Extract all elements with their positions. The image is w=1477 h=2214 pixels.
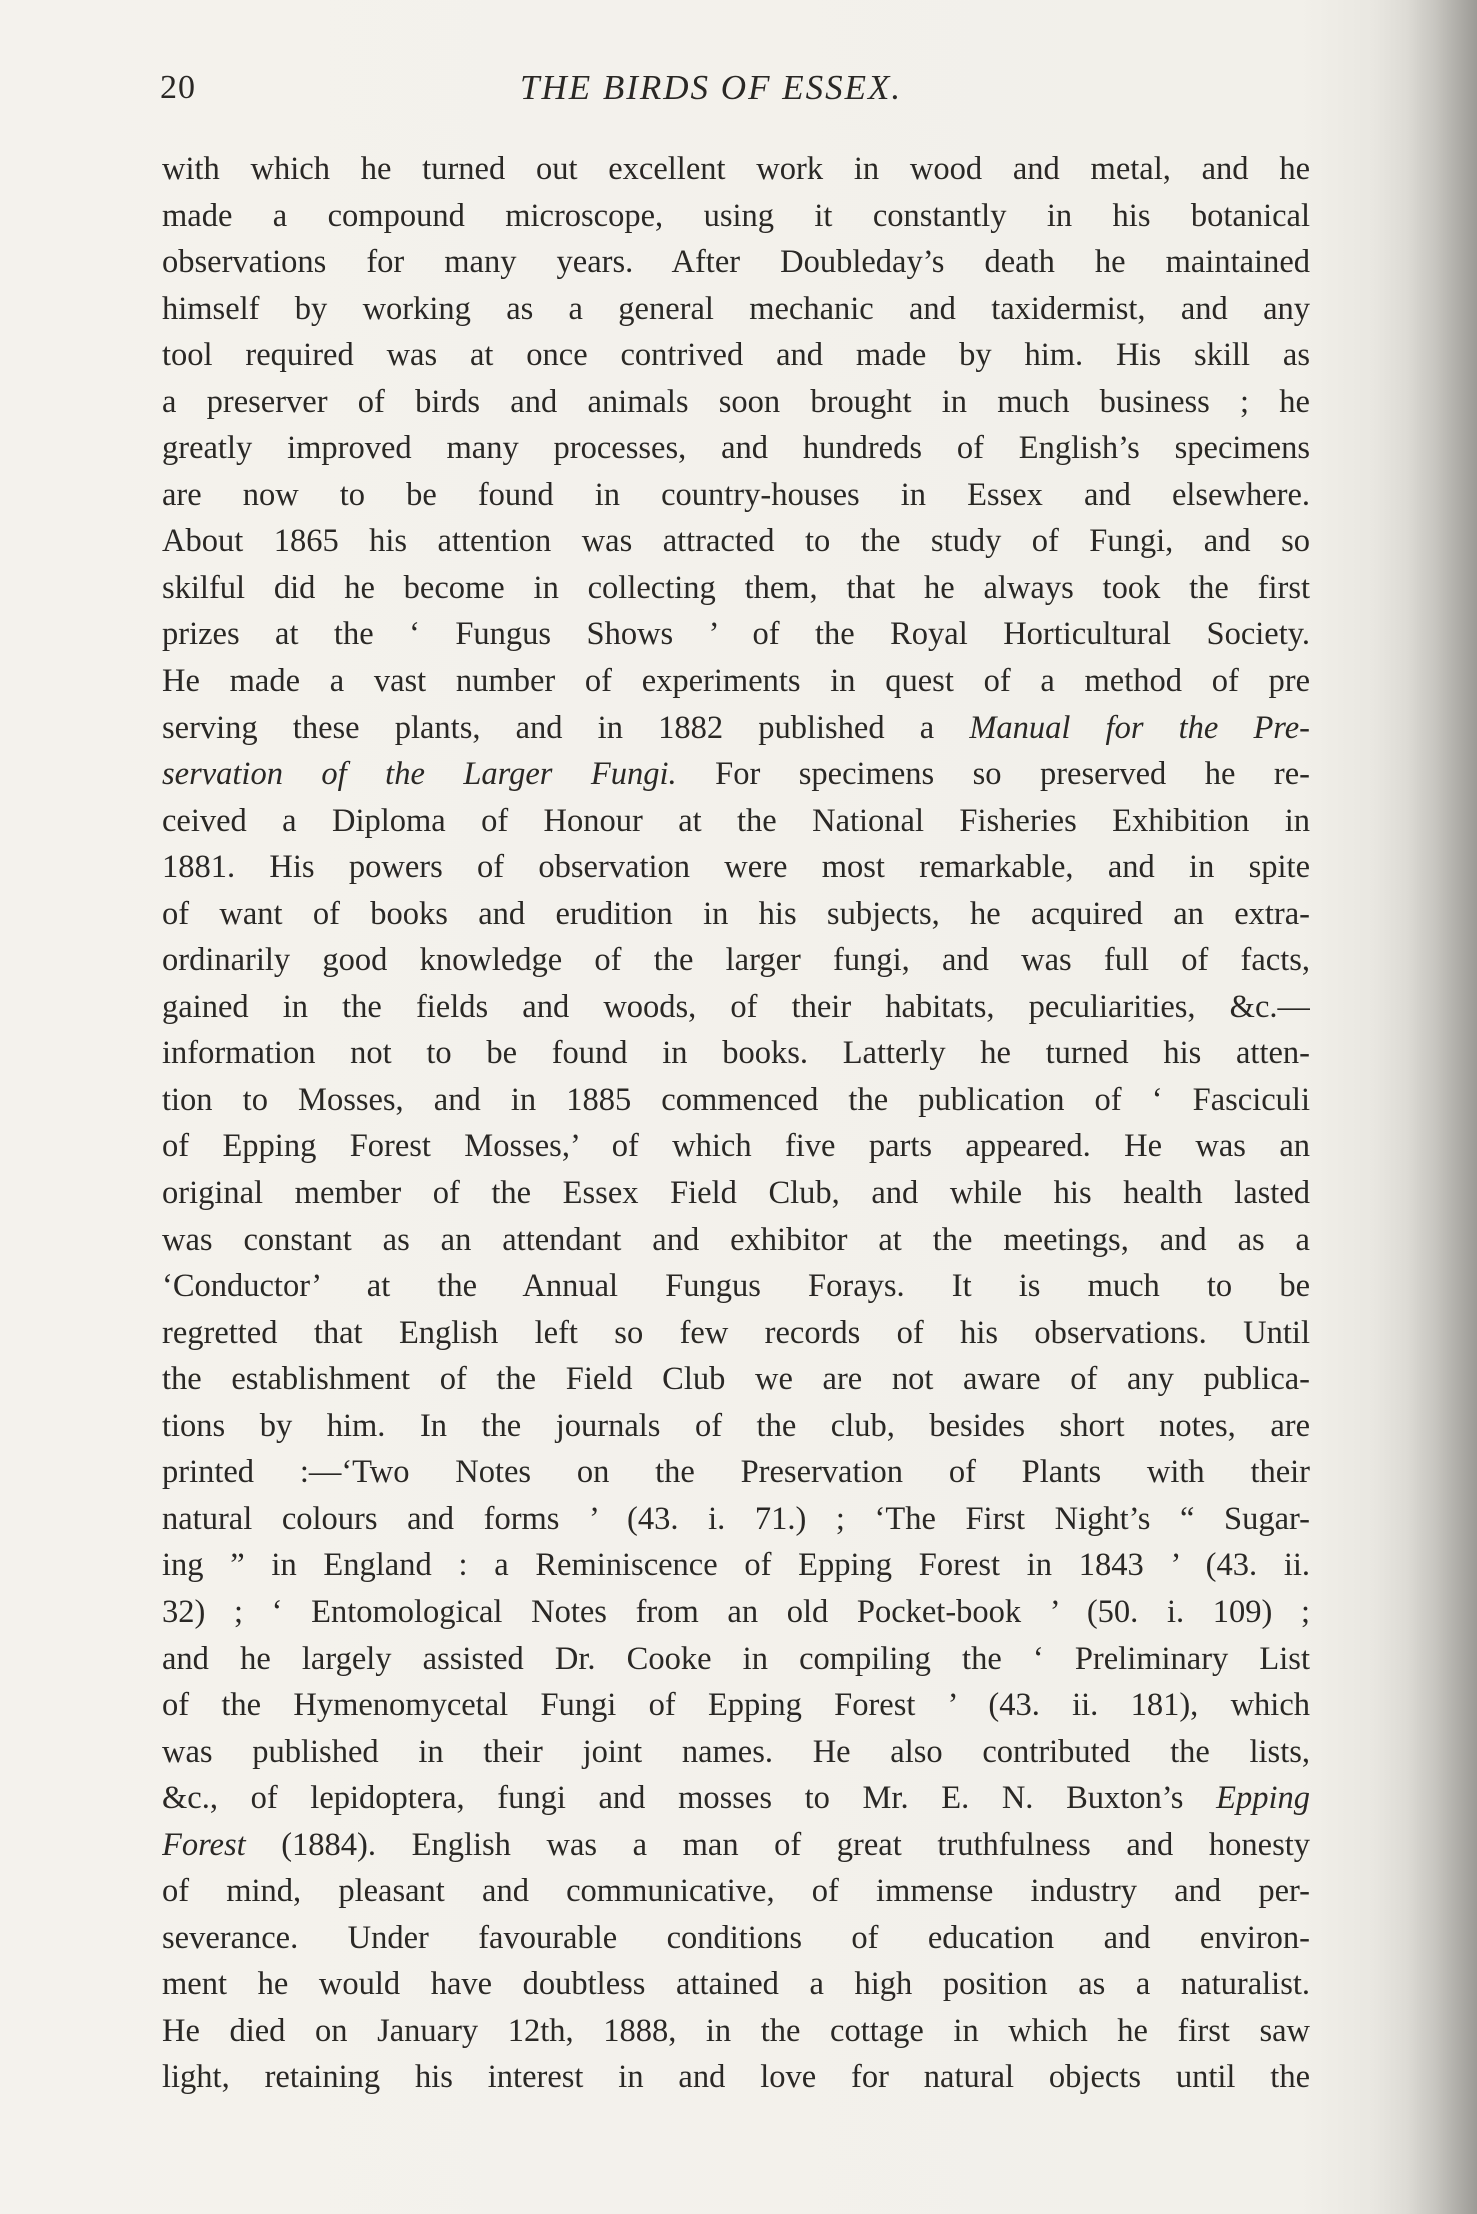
text-line [162, 1449, 1310, 1496]
line-text: of want of books and erudition in his subjects, he acquired an extra- [162, 895, 1310, 932]
text-line [162, 658, 1310, 705]
text-line [162, 1868, 1310, 1915]
line-text: severance. Under favourable conditions of education and environ- [162, 1919, 1310, 1956]
running-head [160, 64, 1310, 112]
line-text: 32) ; ‘ Entomological Notes from an old Pocket-book ’ (50. i. 109) ; [162, 1593, 1310, 1630]
text-line [162, 1217, 1310, 1264]
text-line [162, 1496, 1310, 1543]
line-text: prizes at the ‘ Fungus Shows ’ of the Royal Horticultural Society. [162, 616, 1310, 653]
text-line [162, 379, 1310, 426]
text-line [162, 1403, 1310, 1450]
line-text: regretted that English left so few records of his observations. Until [162, 1314, 1310, 1351]
line-text: observations for many years. After Doubleday’s death he maintained [162, 244, 1310, 281]
text-line [162, 146, 1310, 193]
text-line [162, 1263, 1310, 1310]
text-line [162, 1822, 1310, 1869]
line-text: are now to be found in country-houses in Essex and elsewhere. [162, 476, 1310, 513]
text-line [162, 1775, 1310, 1822]
line-text: 1881. His powers of observation were most remarkable, and in spite [162, 849, 1310, 886]
line-text: ‘Conductor’ at the Annual Fungus Forays. It is much to be [162, 1268, 1310, 1305]
line-text: &c., of lepidoptera, fungi and mosses to Mr. E. N. Buxton’s [162, 1780, 1217, 1817]
line-text: original member of the Essex Field Club, and while his health lasted [162, 1175, 1310, 1212]
running-title: THE BIRDS OF ESSEX. [520, 68, 903, 107]
line-text: printed :—‘Two Notes on the Preservation of Plants with their [162, 1454, 1310, 1491]
text-line [162, 332, 1310, 379]
text-line [162, 1030, 1310, 1077]
page-number: 20 [160, 69, 196, 106]
line-text: gained in the fields and woods, of their habitats, peculiarities, &c.— [162, 988, 1310, 1025]
line-text: ceived a Diploma of Honour at the National Fisheries Exhibition in [162, 802, 1310, 839]
italic-title-text: servation of the Larger Fungi. [162, 756, 677, 793]
text-line [162, 1961, 1310, 2008]
line-text: with which he turned out excellent work in wood and metal, and he [162, 151, 1310, 187]
line-text: the establishment of the Field Club we are not aware of any publica- [162, 1361, 1310, 1398]
italic-title-text: Manual for the Pre- [969, 709, 1310, 746]
text-line [162, 1170, 1310, 1217]
text-line [162, 1542, 1310, 1589]
text-line [162, 891, 1310, 938]
text-line [162, 984, 1310, 1031]
line-text: light, retaining his interest in and love for natural objects until the [162, 2059, 1310, 2096]
line-text: ment he would have doubtless attained a high position as a naturalist. [162, 1966, 1310, 2003]
text-line [162, 239, 1310, 286]
text-line [162, 611, 1310, 658]
text-line [162, 751, 1310, 798]
line-text: (1884). English was a man of great truthfulness and honesty [245, 1826, 1310, 1863]
line-text: was published in their joint names. He also contributed the lists, [162, 1733, 1310, 1770]
text-line [162, 798, 1310, 845]
line-text: ordinarily good knowledge of the larger fungi, and was full of facts, [162, 942, 1310, 979]
line-text: tion to Mosses, and in 1885 commenced the publication of ‘ Fasciculi [162, 1081, 1310, 1118]
italic-title-text: Epping [1216, 1780, 1310, 1817]
text-line [162, 2054, 1310, 2101]
line-text: was constant as an attendant and exhibitor at the meetings, and as a [162, 1221, 1310, 1258]
line-text: He made a vast number of experiments in quest of a method of pre [162, 663, 1310, 700]
line-text: of the Hymenomycetal Fungi of Epping Forest ’ (43. ii. 181), which [162, 1687, 1310, 1724]
text-line [162, 1915, 1310, 1962]
text-line [162, 1310, 1310, 1357]
body-text [162, 146, 1310, 2101]
line-text: made a compound microscope, using it constantly in his botanical [162, 197, 1310, 234]
line-text: tions by him. In the journals of the club, besides short notes, are [162, 1407, 1310, 1444]
binding-shadow [1407, 0, 1477, 2214]
line-text: He died on January 12th, 1888, in the cottage in which he first saw [162, 2012, 1310, 2049]
text-line [162, 1356, 1310, 1403]
line-text: greatly improved many processes, and hundreds of English’s specimens [162, 430, 1310, 467]
line-text: and he largely assisted Dr. Cooke in compiling the ‘ Preliminary List [162, 1640, 1310, 1677]
line-text: of Epping Forest Mosses,’ of which five parts appeared. He was an [162, 1128, 1310, 1165]
line-text: tool required was at once contrived and made by him. His skill as [162, 337, 1310, 374]
text-line [162, 937, 1310, 984]
text-line [162, 472, 1310, 519]
line-text: himself by working as a general mechanic and taxidermist, and any [162, 290, 1310, 327]
text-line [162, 705, 1310, 752]
line-text: ing ” in England : a Reminiscence of Epping Forest in 1843 ’ (43. ii. [162, 1547, 1310, 1584]
italic-title-text: Forest [162, 1826, 246, 1863]
text-line [162, 1123, 1310, 1170]
text-line [162, 1589, 1310, 1636]
text-line [162, 565, 1310, 612]
text-line [162, 286, 1310, 333]
line-text: serving these plants, and in 1882 published a [162, 709, 970, 746]
text-line [162, 193, 1310, 240]
text-line [162, 844, 1310, 891]
line-text: skilful did he become in collecting them, that he always took the first [162, 569, 1310, 606]
text-line [162, 425, 1310, 472]
text-line [162, 518, 1310, 565]
text-line [162, 1636, 1310, 1683]
line-text: About 1865 his attention was attracted to the study of Fungi, and so [162, 523, 1310, 560]
line-text: information not to be found in books. Latterly he turned his atten- [162, 1035, 1310, 1072]
line-text: natural colours and forms ’ (43. i. 71.) ; ‘The First Night’s “ Sugar- [162, 1500, 1310, 1537]
line-text: of mind, pleasant and communicative, of immense industry and per- [162, 1873, 1310, 1910]
text-line [162, 1729, 1310, 1776]
line-text: a preserver of birds and animals soon brought in much business ; he [162, 383, 1310, 420]
text-line [162, 1682, 1310, 1729]
text-line [162, 2008, 1310, 2055]
text-line [162, 1077, 1310, 1124]
line-text: For specimens so preserved he re- [676, 756, 1310, 793]
